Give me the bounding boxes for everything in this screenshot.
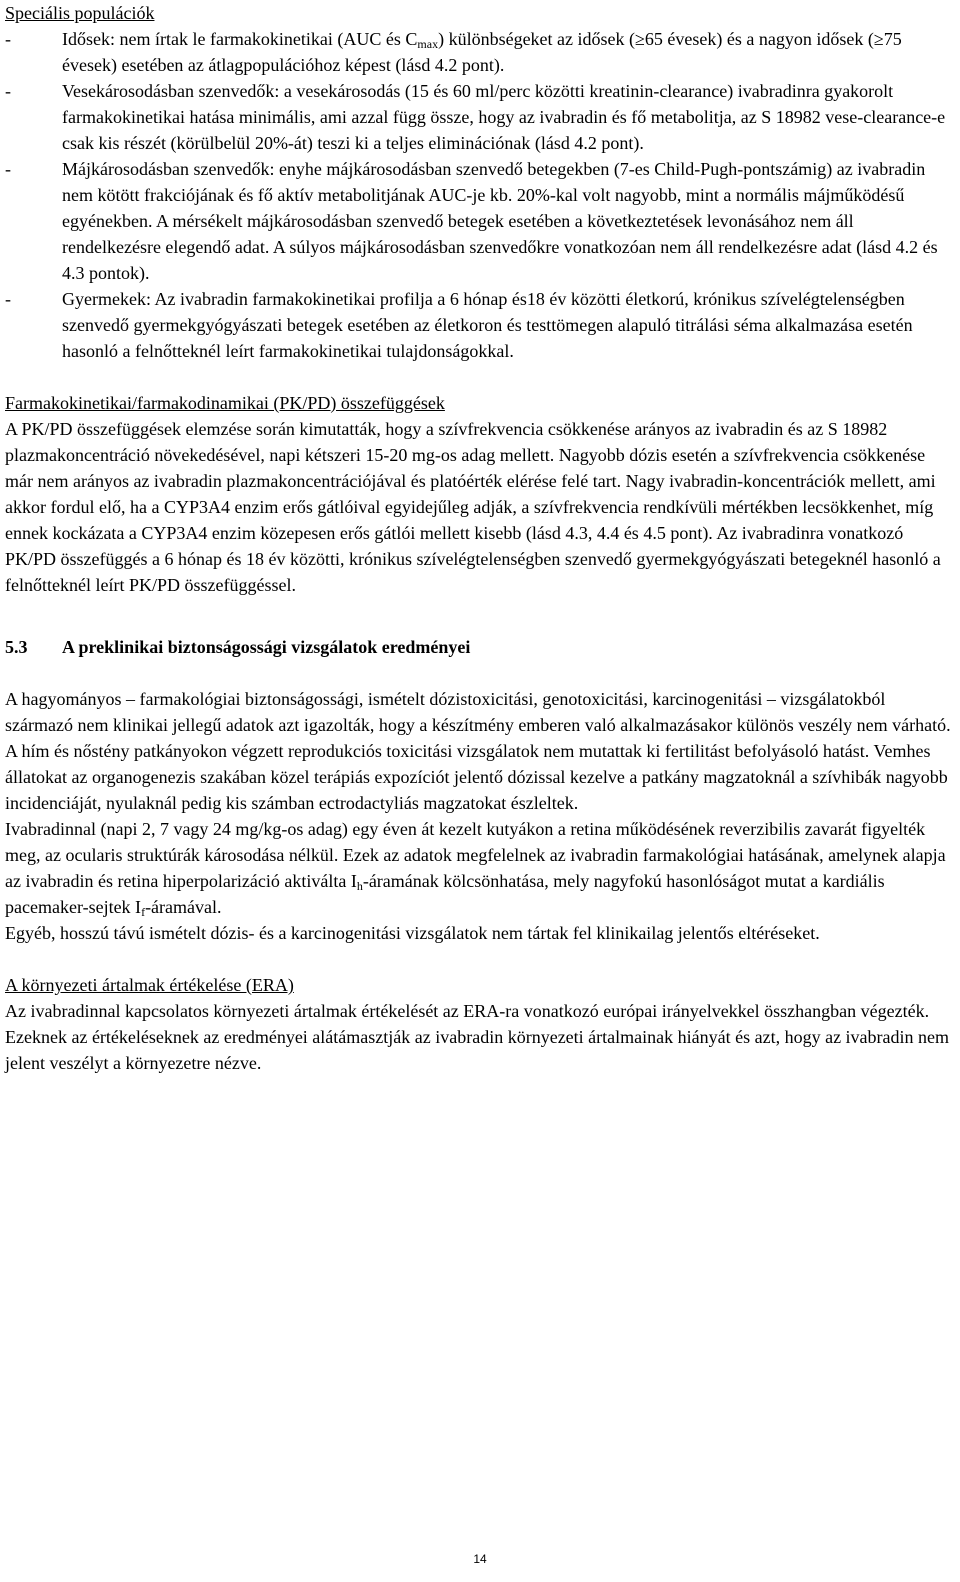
preclinical-p2-text-a: Ivabradinnal (napi 2, 7 vagy 24 mg/kg-os adag) egy éven át kezelt kutyákon a retina működésének reverzibilis zavarát figyelték meg, az ocularis struktúrák károsodása nélkül. Ezek az adatok megfelelnek az ivabradin farmakológiai hatásának, amelynek alapja az ivabradin és retina hiperpolarizáció aktiválta I <box>5 819 946 891</box>
elderly-text-d: 75 évesek) esetében az átlagpopulációhoz képest (lásd 4.2 pont). <box>62 29 902 75</box>
list-item-hepatic <box>5 156 957 286</box>
list-dash: - <box>5 289 11 309</box>
if-subscript: f <box>141 905 146 919</box>
renal-text: Vesekárosodásban szenvedők: a vesekárosodás (15 és 60 ml/perc közötti kreatinin-clearance) ivabradinra gyakorolt farmakokinetikai hatása minimális, ami azzal függ össze, hogy az ivabradin és fő metabolitja, az S 18982 vese-clearance-e csak kis részét (körülbelül 20%-át) teszi ki a teljes eliminációnak (lásd 4.2 pont). <box>62 81 946 153</box>
list-item-renal <box>5 78 957 156</box>
preclinical-p2-text-c: -áramával. <box>145 897 222 917</box>
ih-subscript: h <box>356 879 363 893</box>
special-populations-heading: Speciális populációk <box>5 3 155 23</box>
list-item-children <box>5 286 957 364</box>
list-dash: - <box>5 159 11 179</box>
list-dash: - <box>5 29 11 49</box>
elderly-text-c: 65 évesek) és a nagyon idősek ( <box>644 29 874 49</box>
ge-symbol: ≥ <box>635 29 645 49</box>
section-number: 5.3 <box>5 637 28 657</box>
preclinical-paragraph-2 <box>5 816 957 920</box>
list-dash: - <box>5 81 11 101</box>
section-heading-5-3 <box>5 634 957 660</box>
pkpd-paragraph: A PK/PD összefüggések elemzése során kimutatták, hogy a szívfrekvencia csökkenése arányos az ivabradin és az S 18982 plazmakoncentráció növekedésével, napi kétszeri 15-20 mg-os adag mellett. Nagyobb dózis esetén a szívfrekvencia csökkenése már nem arányos az ivabradin plazmakoncentrációjával és platóérték elérése felé tart. Nagy ivabradin-koncentrációk mellett, ami akkor fordul elő, ha a CYP3A4 enzim erős gátlóival egyidejűleg adják, a szívfrekvencia rendkívüli mértékben lecsökkenhet, míg ennek kockázata a CYP3A4 enzim közepesen erős gátlói mellett kisebb (lásd 4.3, 4.4 és 4.5 pont). Az ivabradinra vonatkozó PK/PD összefüggés a 6 hónap és 18 év közötti, krónikus szívelégtelenségben szenvedő gyermekgyógyászati betegeknél hasonló a felnőtteknél leírt PK/PD összefüggéssel. <box>5 419 941 595</box>
spacer <box>5 946 957 972</box>
preclinical-p2-text-b: -áramának kölcsönhatása, mely nagyfokú hasonlóságot mutat a kardiális pacemaker-sejtek I <box>5 871 885 917</box>
list-item-elderly <box>5 26 957 78</box>
elderly-text-b: ) különbségeket az idősek ( <box>438 29 636 49</box>
ge-symbol: ≥ <box>873 29 884 49</box>
section-title: A preklinikai biztonságossági vizsgálatok eredményei <box>62 637 471 657</box>
cmax-subscript: max <box>417 37 439 51</box>
preclinical-paragraph-1: A hagyományos – farmakológiai biztonságossági, ismételt dózistoxicitási, genotoxicitási, karcinogenitási – vizsgálatokból származó nem klinikai jellegű adatok azt igazolták, hogy a készítmény emberen való alkalmazásakor különös veszély nem várható. A hím és nőstény patkányokon végzett reprodukciós toxicitási vizsgálatok nem mutattak ki fertilitást befolyásoló hatást. Vemhes állatokat az organogenezis szakában közel terápiás expozíciót jelentő dózissal kezelve a patkány magzatoknál a szívhibák nagyobb incidenciáját, nyulaknál pedig kis számban ectrodactyliás magzatokat észleltek. <box>5 689 951 813</box>
era-heading: A környezeti ártalmak értékelése (ERA) <box>5 975 294 995</box>
pkpd-heading: Farmakokinetikai/farmakodinamikai (PK/PD) összefüggések <box>5 393 445 413</box>
children-text: Gyermekek: Az ivabradin farmakokinetikai profilja a 6 hónap és18 év közötti életkorú, krónikus szívelégtelenségben szenvedő gyermekgyógyászati betegek esetében az életkoron és testtömegen alapuló titrálási séma alkalmazása esetén hasonló a felnőtteknél leírt farmakokinetikai tulajdonságokkal. <box>62 289 913 361</box>
spacer <box>5 364 957 390</box>
preclinical-paragraph-3: Egyéb, hosszú távú ismételt dózis- és a karcinogenitási vizsgálatok nem tártak fel klinikailag jelentős eltéréseket. <box>5 923 820 943</box>
document-page <box>5 0 957 1076</box>
era-paragraph-2: Ezeknek az értékeléseknek az eredményei alátámasztják az ivabradin környezeti ártalmainak hiányát és azt, hogy az ivabradin nem jelent veszélyt a környezetre nézve. <box>5 1027 950 1073</box>
elderly-text-a: Idősek: nem írtak le farmakokinetikai (AUC és C <box>62 29 418 49</box>
hepatic-text: Májkárosodásban szenvedők: enyhe májkárosodásban szenvedő betegekben (7-es Child-Pugh-pontszámig) az ivabradin nem kötött frakciójának és fő aktív metabolitjának AUC-je kb. 20%-kal volt nagyobb, mint a normális májműködésű egyénekben. A mérsékelt májkárosodásban szenvedő betegek esetében a következtetések levonásához nem áll rendelkezésre elegendő adat. A súlyos májkárosodásban szenvedőkre vonatkozóan nem áll rendelkezésre adat (lásd 4.2 és 4.3 pontok). <box>62 159 938 283</box>
page-number: 14 <box>473 1552 487 1566</box>
spacer <box>5 598 957 624</box>
era-paragraph-1: Az ivabradinnal kapcsolatos környezeti ártalmak értékelését az ERA-ra vonatkozó európai irányelvekkel összhangban végezték. <box>5 1001 930 1021</box>
